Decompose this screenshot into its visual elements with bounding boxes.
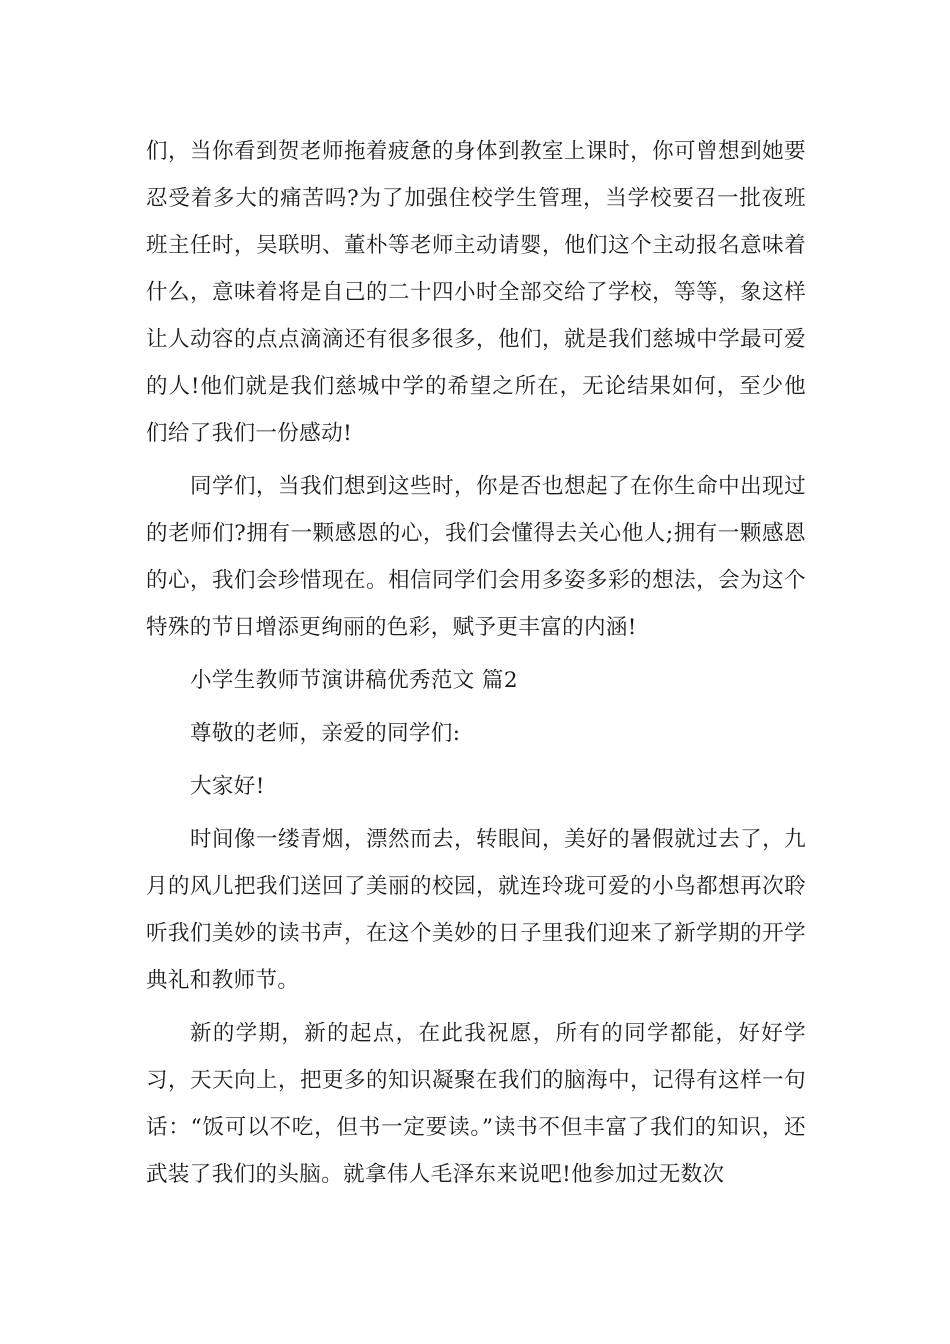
paragraph: 同学们，当我们想到这些时，你是否也想起了在你生命中出现过的老师们?拥有一颗感恩的心，我们会懂得去关心他人;拥有一颗感恩的心，我们会珍惜现在。相信同学们会用多姿多彩的想法，会为这个特殊的节日增添更绚丽的色彩，赋予更丰富的内涵! [146, 474, 806, 640]
paragraph: 时间像一缕青烟，漂然而去，转眼间，美好的暑假就过去了，九月的风儿把我们送回了美丽的校园，就连玲珑可爱的小鸟都想再次聆听我们美妙的读书声，在这个美妙的日子里我们迎来了新学期的开学典礼和教师节。 [146, 827, 806, 993]
section-heading: 小学生教师节演讲稿优秀范文 篇2 [190, 668, 518, 693]
document-body [146, 128, 806, 1198]
paragraph-continued: 们，当你看到贺老师拖着疲惫的身体到教室上课时，你可曾想到她要忍受着多大的痛苦吗?为了加强住校学生管理，当学校要召一批夜班班主任时，吴联明、董朴等老师主动请婴，他们这个主动报名意味着什么，意味着将是自己的二十四小时全部交给了学校，等等，象这样让人动容的点点滴滴还有很多很多，他们，就是我们慈城中学最可爱的人!他们就是我们慈城中学的希望之所在，无论结果如何，至少他们给了我们一份感动! [146, 139, 806, 446]
salutation: 尊敬的老师，亲爱的同学们: [190, 721, 461, 746]
paragraph: 新的学期，新的起点，在此我祝愿，所有的同学都能，好好学习，天天向上，把更多的知识凝聚在我们的脑海中，记得有这样一句话：“饭可以不吃，但书一定要读。”读书不但丰富了我们的知识，还武装了我们的头脑。就拿伟人毛泽东来说吧!他参加过无数次 [146, 1021, 806, 1187]
greeting: 大家好! [190, 774, 265, 799]
